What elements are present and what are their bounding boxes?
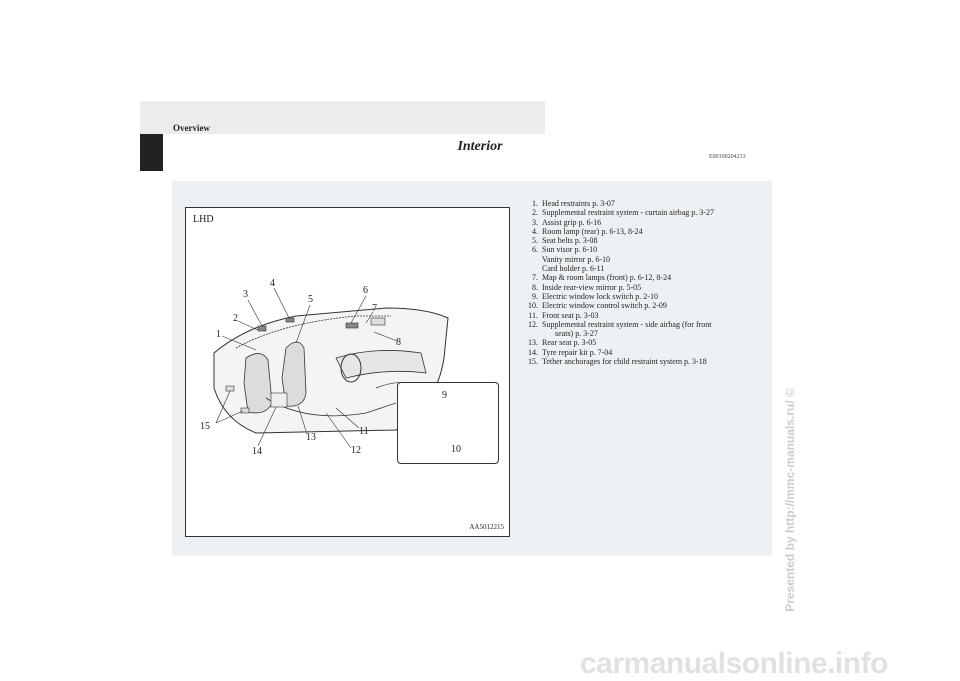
callout-14: 14: [252, 446, 262, 457]
list-item: 14. Tyre repair kit p. 7-04: [528, 347, 613, 357]
list-item: 11. Front seat p. 3-03: [528, 310, 599, 320]
callout-3: 3: [243, 289, 248, 300]
callout-7: 7: [372, 303, 377, 314]
list-item: seats) p. 3-27: [555, 329, 598, 339]
item-list: [525, 199, 765, 366]
interior-figure: [185, 207, 510, 537]
callout-5: 5: [308, 294, 313, 305]
list-item: 8. Inside rear-view mirror p. 5-05: [532, 282, 642, 292]
list-item: 4. Room lamp (rear) p. 6-13, 8-24: [532, 226, 643, 236]
callout-11: 11: [359, 426, 369, 437]
document-code: E00100204233: [709, 154, 746, 160]
page-title: Interior: [457, 139, 503, 154]
list-item: 15. Tether anchorages for child restraint system p. 3-18: [528, 357, 707, 367]
callout-1: 1: [216, 329, 221, 340]
list-item: Vanity mirror p. 6-10: [542, 254, 610, 264]
list-item: 6. Sun visor p. 6-10: [532, 245, 598, 255]
list-item: 5. Seat belts p. 3-08: [532, 236, 598, 246]
section-label: Overview: [173, 123, 210, 133]
list-item: 7. Map & room lamps (front) p. 6-12, 8-24: [532, 273, 672, 283]
callout-10: 10: [451, 444, 461, 455]
list-item: 3. Assist grip p. 6-16: [532, 217, 602, 227]
callout-8: 8: [396, 337, 401, 348]
callout-4: 4: [270, 278, 275, 289]
list-item: 13. Rear seat p. 3-05: [528, 338, 597, 348]
callout-6: 6: [363, 285, 368, 296]
watermark-text: Presented by http://mmc-manuals.ru/ ©: [783, 388, 797, 612]
site-logo: carmanualsonline.info: [580, 647, 888, 680]
callout-2: 2: [233, 313, 238, 324]
list-item: 1. Head restraints p. 3-07: [532, 199, 615, 208]
list-item: 2. Supplemental restraint system - curtain airbag p. 3-27: [532, 208, 714, 218]
callout-15: 15: [200, 421, 210, 432]
callout-13: 13: [306, 432, 316, 443]
figure-code: AA5012215: [469, 523, 504, 531]
car-interior-illustration: [186, 208, 509, 536]
list-item: 10. Electric window control switch p. 2-09: [528, 301, 667, 311]
watermark: [780, 320, 800, 680]
figure-label: LHD: [193, 214, 214, 225]
list-item: 9. Electric window lock switch p. 2-10: [532, 291, 658, 301]
list-item: 12. Supplemental restraint system - side airbag (for front: [528, 319, 712, 329]
window-switch-inset: [397, 382, 499, 464]
callout-12: 12: [351, 445, 361, 456]
callout-9: 9: [442, 390, 447, 401]
list-item: Card holder p. 6-11: [542, 264, 605, 274]
